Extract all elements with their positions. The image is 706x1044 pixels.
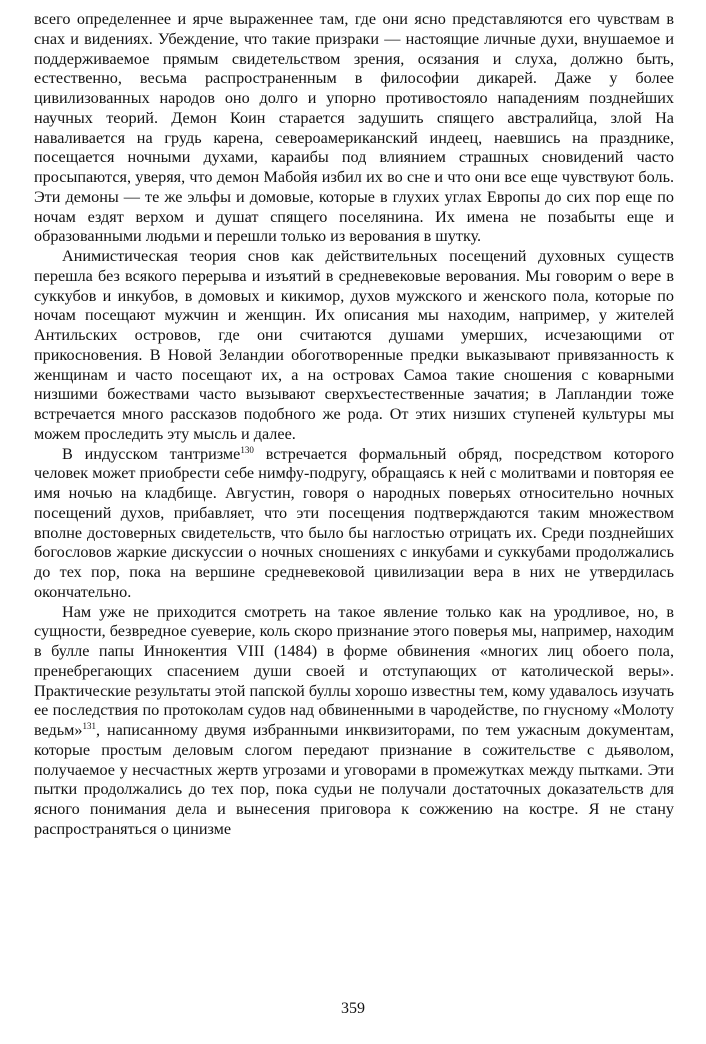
paragraph-4-text-end: , написанному двумя избранными инквизиторами, по тем ужасным документам, которые простым деловым слогом передают признание в сожительстве с дьяволом, получаемое у несчастных жертв угрозами и уговорами в промежутках между пытками. Эти пытки продолжались до тех пор, пока судьи не получали достаточных доказательств для ясного понимания дела и вынесения приговора к сожжению на костре. Я не стану распространяться о цинизме — [34, 721, 674, 838]
footnote-ref-131[interactable]: 131 — [82, 721, 96, 731]
footnote-ref-130[interactable]: 130 — [240, 444, 254, 455]
paragraph-2: Анимистическая теория снов как действительных посещений духовных существ перешла без всякого перерыва и изъятий в средневековые верования. Мы говорим о вере в суккубов и инкубов, в домовых и кикимор, духов мужского и женского пола, которые по ночам посещают мужчин и женщин. Их описания мы находим, например, у жителей Антильских островов, где они считаются душами умерших, исчезающими от прикосновения. В Новой Зеландии обоготворенные предки выказывают привязанность к женщинам и часто посещают их, а на островах Самоа такие сношения с коварными низшими божествами часто вызывают сверхъестественные зачатия; в Лапландии тоже встречается много рассказов подобного же рода. От этих низших ступеней культуры мы можем проследить эту мысль и далее. — [34, 247, 674, 443]
page-number: 359 — [341, 1000, 365, 1017]
paragraph-4 — [34, 603, 674, 840]
paragraph-3-text-end: встречается формальный обряд, посредством которого человек может приобрести себе нимфу-подругу, обращаясь к ней с молитвами и повторяя ее имя ночью на кладбище. Августин, говоря о народных поверьях относительно ночных посещений духов, прибавляет, что эти посещения подтверждаются таким множеством вполне достоверных свидетельств, что было бы наглостью отрицать их. Среди позднейших богословов жаркие дискуссии о ночных сношениях с инкубами и суккубами продолжались до тех пор, пока на вершине средневековой цивилизации вера в них не утвердилась окончательно. — [34, 444, 675, 601]
paragraph-3 — [34, 445, 674, 603]
paragraph-1: всего определеннее и ярче выраженнее там, где они ясно представляются его чувствам в снах и видениях. Убеждение, что такие призраки — настоящие личные духи, внушаемое и поддерживаемое прямым свидетельством зрения, осязания и слуха, должно быть, естественно, весьма распространенным в философии дикарей. Даже у более цивилизованных народов оно долго и упорно противостояло нападениям позднейших научных теорий. Демон Коин старается задушить спящего австралийца, злой На наваливается на грудь карена, североамериканский индеец, наевшись на празднике, посещается ночными духами, караибы под влиянием страшных сновидений часто просыпаются, уверяя, что демон Мабойя избил их во сне и что они все еще чувствуют боль. Эти демоны — те же эльфы и домовые, которые в глухих углах Европы до сих пор еще по ночам ездят верхом и душат спящего поселянина. Их имена не позабыты еще и образованными людьми и перешли только из верования в шутку. — [34, 10, 674, 246]
paragraph-4-text-start: Нам уже не приходится смотреть на такое явление только как на уродливое, но, в сущности, безвредное суеверие, коль скоро признание этого поверья мы, например, находим в булле папы Иннокентия VIII (1484) в форме обвинения «многих лиц обоего пола, пренебрегающих спасением души своей и отступающих от католической веры». Практические результаты этой папской буллы хорошо известны тем, кому удавалось изучать ее последствия по протоколам судов над обвиненными в чародействе, по гнусному «Молоту ведьм» — [34, 602, 674, 739]
paragraph-3-text-start: В индусском тантризме — [62, 444, 241, 463]
page-body — [34, 10, 674, 840]
